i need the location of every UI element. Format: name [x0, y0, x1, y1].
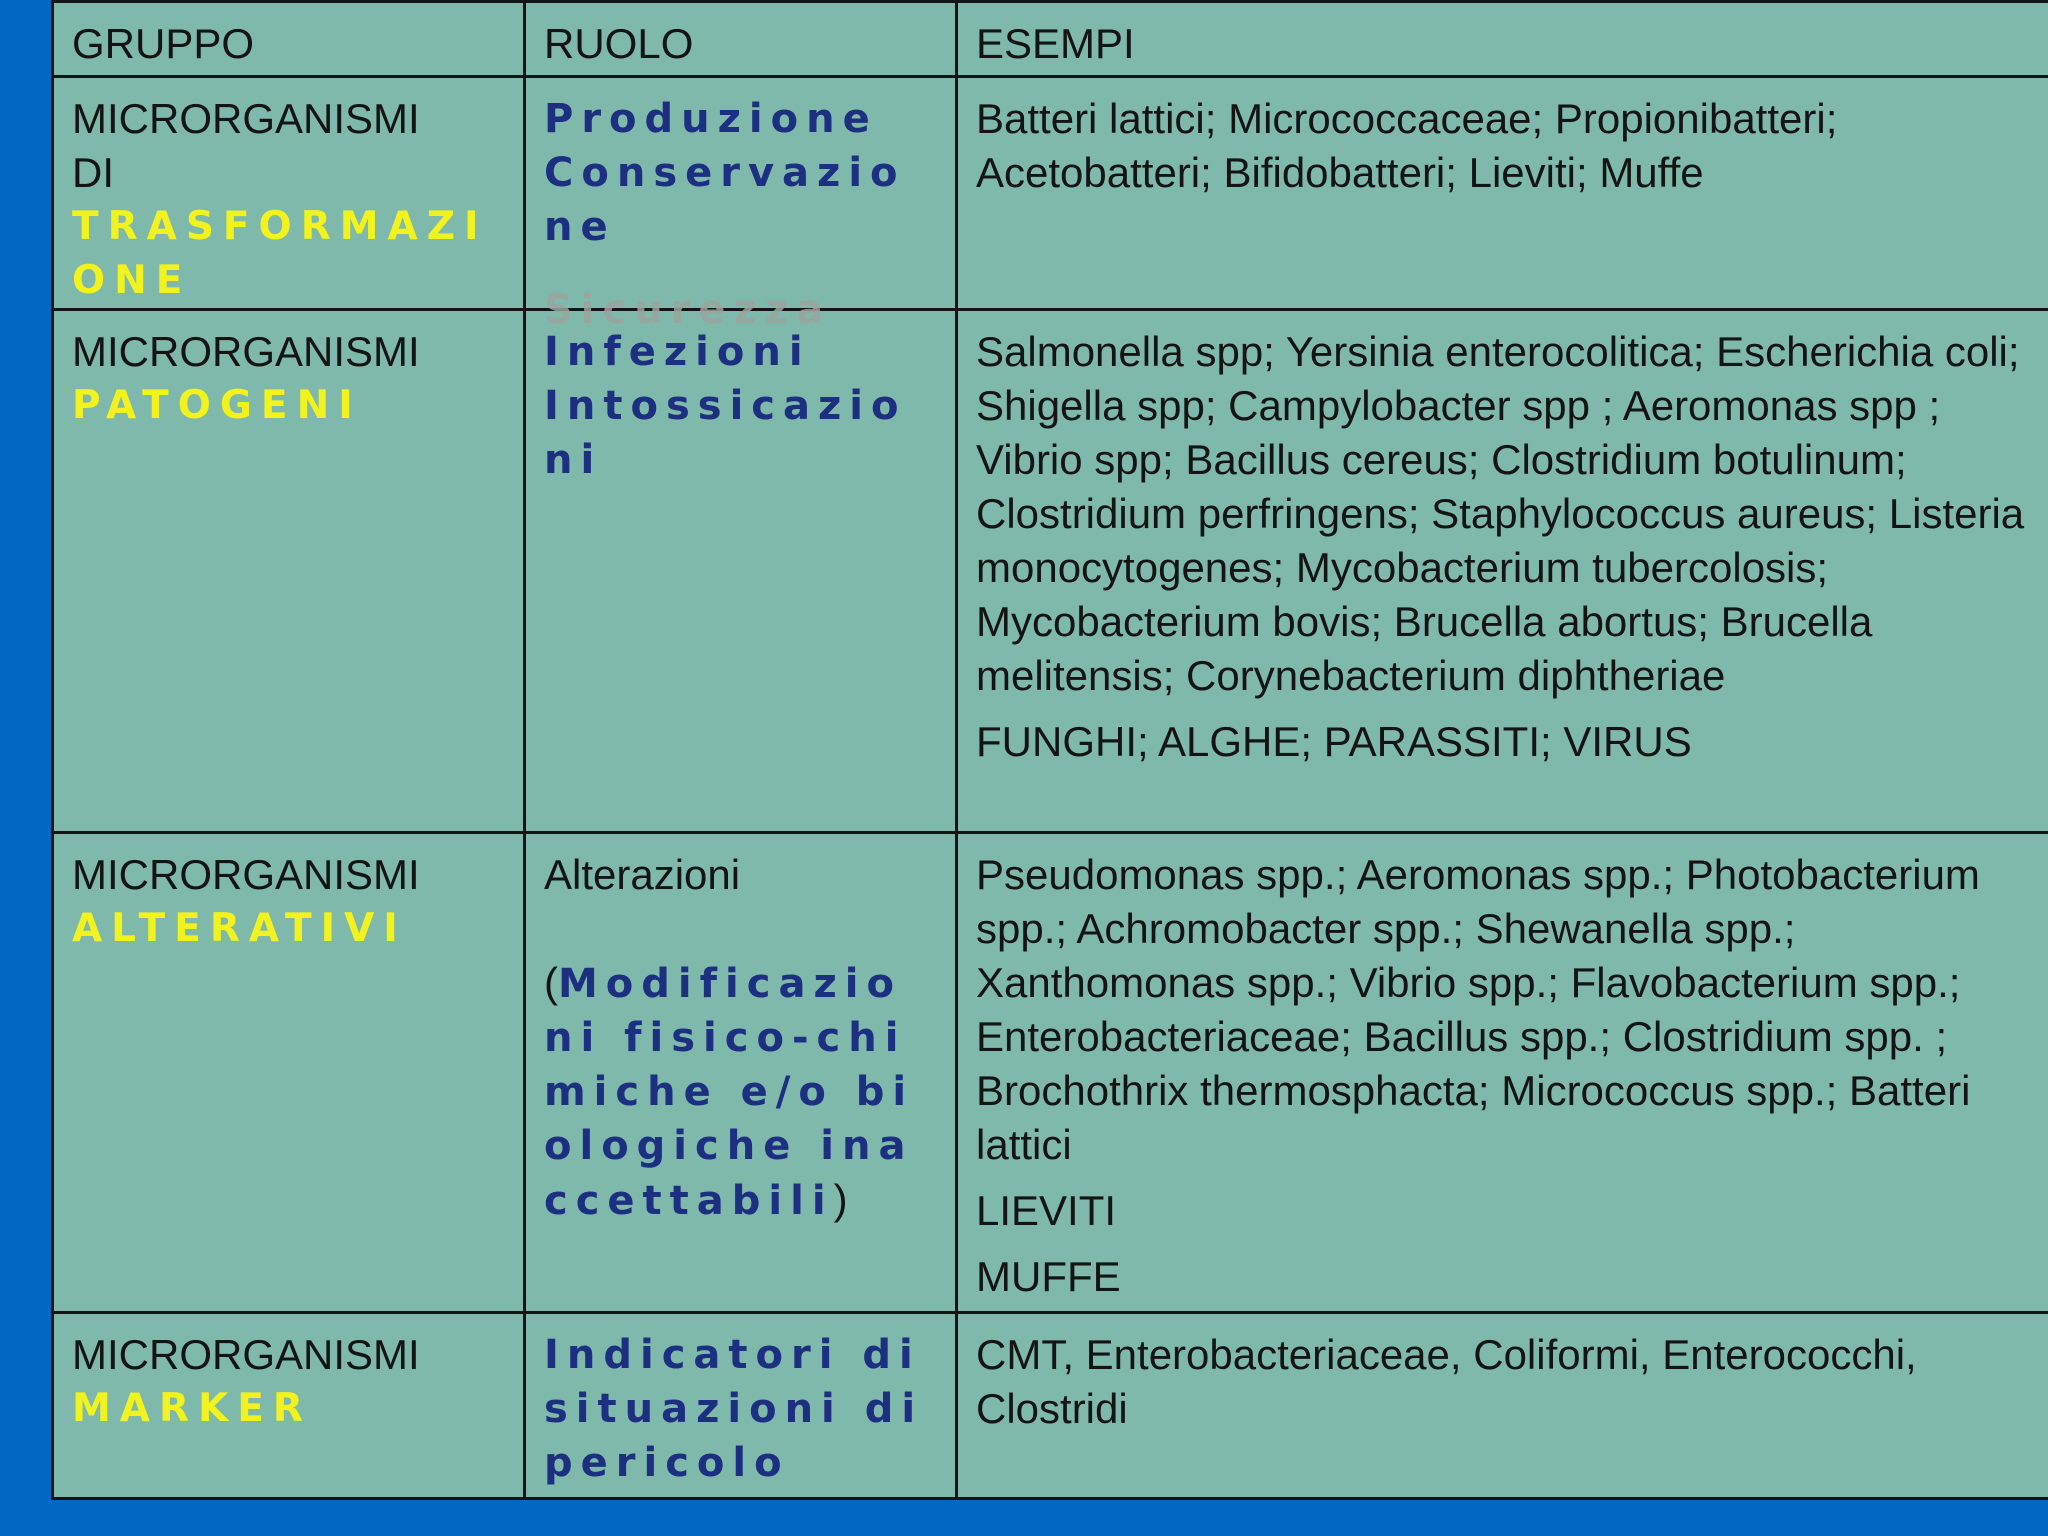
cell-gruppo-trasformazione [53, 77, 525, 310]
ruolo-indicatori: Indicatori di situazioni di pericolo [544, 1332, 924, 1486]
esempi-marker: CMT, Enterobacteriaceae, Coliformi, Enterococchi, Clostridi [976, 1331, 1917, 1432]
ruolo-sicurezza-overflow: Sicurezza [544, 287, 832, 333]
header-ruolo [525, 2, 957, 77]
table-row-alterativi [53, 833, 2048, 1313]
cell-gruppo-marker [53, 1313, 525, 1499]
gruppo-prefix: MICRORGANISMI [72, 851, 420, 898]
cell-esempi-marker [957, 1313, 2048, 1499]
cell-esempi-trasformazione [957, 77, 2048, 310]
cell-ruolo-alterativi [525, 833, 957, 1313]
gruppo-prefix: MICRORGANISMI [72, 328, 420, 375]
table-row-trasformazione [53, 77, 2048, 310]
ruolo-paren-close: ) [833, 1176, 848, 1223]
table-row-marker [53, 1313, 2048, 1499]
cell-gruppo-alterativi [53, 833, 525, 1313]
header-esempi-label: ESEMPI [976, 20, 1135, 67]
gruppo-highlight-trasformazione: TRASFORMAZIONE [72, 204, 488, 303]
ruolo-paren-open: ( [544, 959, 558, 1006]
ruolo-intossicazioni: Intossicazioni [544, 383, 907, 483]
ruolo-overlap-wrap [544, 287, 937, 379]
gruppo-highlight-patogeni: PATOGENI [72, 383, 362, 428]
gruppo-prefix-di: DI [72, 149, 114, 196]
esempi-patogeni: Salmonella spp; Yersinia enterocolitica; Escherichia coli; Shigella spp; Campylobacter spp ; Aeromonas spp ; Vibrio spp; Bacillus cereus; Clostridium botulinum; Clostridium perfringens; Staphylococcus aureus; Listeria monocytogenes; Mycobacterium tubercolosis; Mycobacterium bovis; Brucella abortus; Brucella melitensis; Corynebacterium diphtheriae [976, 328, 2025, 699]
gruppo-highlight-alterativi: ALTERATIVI [72, 906, 407, 951]
cell-gruppo-patogeni [53, 310, 525, 833]
ruolo-alterazioni: Alterazioni [544, 851, 741, 898]
cell-ruolo-trasformazione [525, 77, 957, 310]
cell-ruolo-marker [525, 1313, 957, 1499]
ruolo-infezioni: Infezioni [544, 329, 811, 375]
ruolo-modificazioni-block [544, 956, 936, 1228]
ruolo-conservazione: Conservazione [544, 150, 906, 250]
gruppo-prefix: MICRORGANISMI [72, 95, 420, 142]
table-header-row [53, 2, 2048, 77]
ruolo-produzione: Produzione [544, 96, 878, 142]
esempi-muffe: MUFFE [976, 1253, 1121, 1300]
header-gruppo-label: GRUPPO [72, 20, 255, 67]
esempi-alterativi: Pseudomonas spp.; Aeromonas spp.; Photobacterium spp.; Achromobacter spp.; Shewanella spp.; Xanthomonas spp.; Vibrio spp.; Flavobacterium spp.; Enterobacteriaceae; Bacillus spp.; Clostridium spp. ; Brochothrix thermosphacta; Micrococcus spp.; Batteri lattici [976, 851, 1980, 1168]
ruolo-modificazioni: Modificazioni fisico-chimiche e/o biologiche inaccettabili [544, 961, 915, 1224]
esempi-patogeni-extra: FUNGHI; ALGHE; PARASSITI; VIRUS [976, 718, 1692, 765]
microorganisms-table [51, 0, 2048, 1500]
cell-ruolo-patogeni [525, 287, 957, 833]
esempi-lieviti: LIEVITI [976, 1187, 1117, 1234]
cell-esempi-alterativi [957, 833, 2048, 1313]
esempi-trasformazione: Batteri lattici; Micrococcaceae; Propionibatteri; Acetobatteri; Bifidobatteri; Lieviti; Muffe [976, 95, 1838, 196]
gruppo-prefix: MICRORGANISMI [72, 1331, 420, 1378]
gruppo-highlight-marker: MARKER [72, 1386, 312, 1431]
cell-esempi-patogeni [957, 310, 2048, 833]
table-row-patogeni [53, 310, 2048, 833]
header-gruppo [53, 2, 525, 77]
header-esempi [957, 2, 2048, 77]
header-ruolo-label: RUOLO [544, 20, 694, 67]
